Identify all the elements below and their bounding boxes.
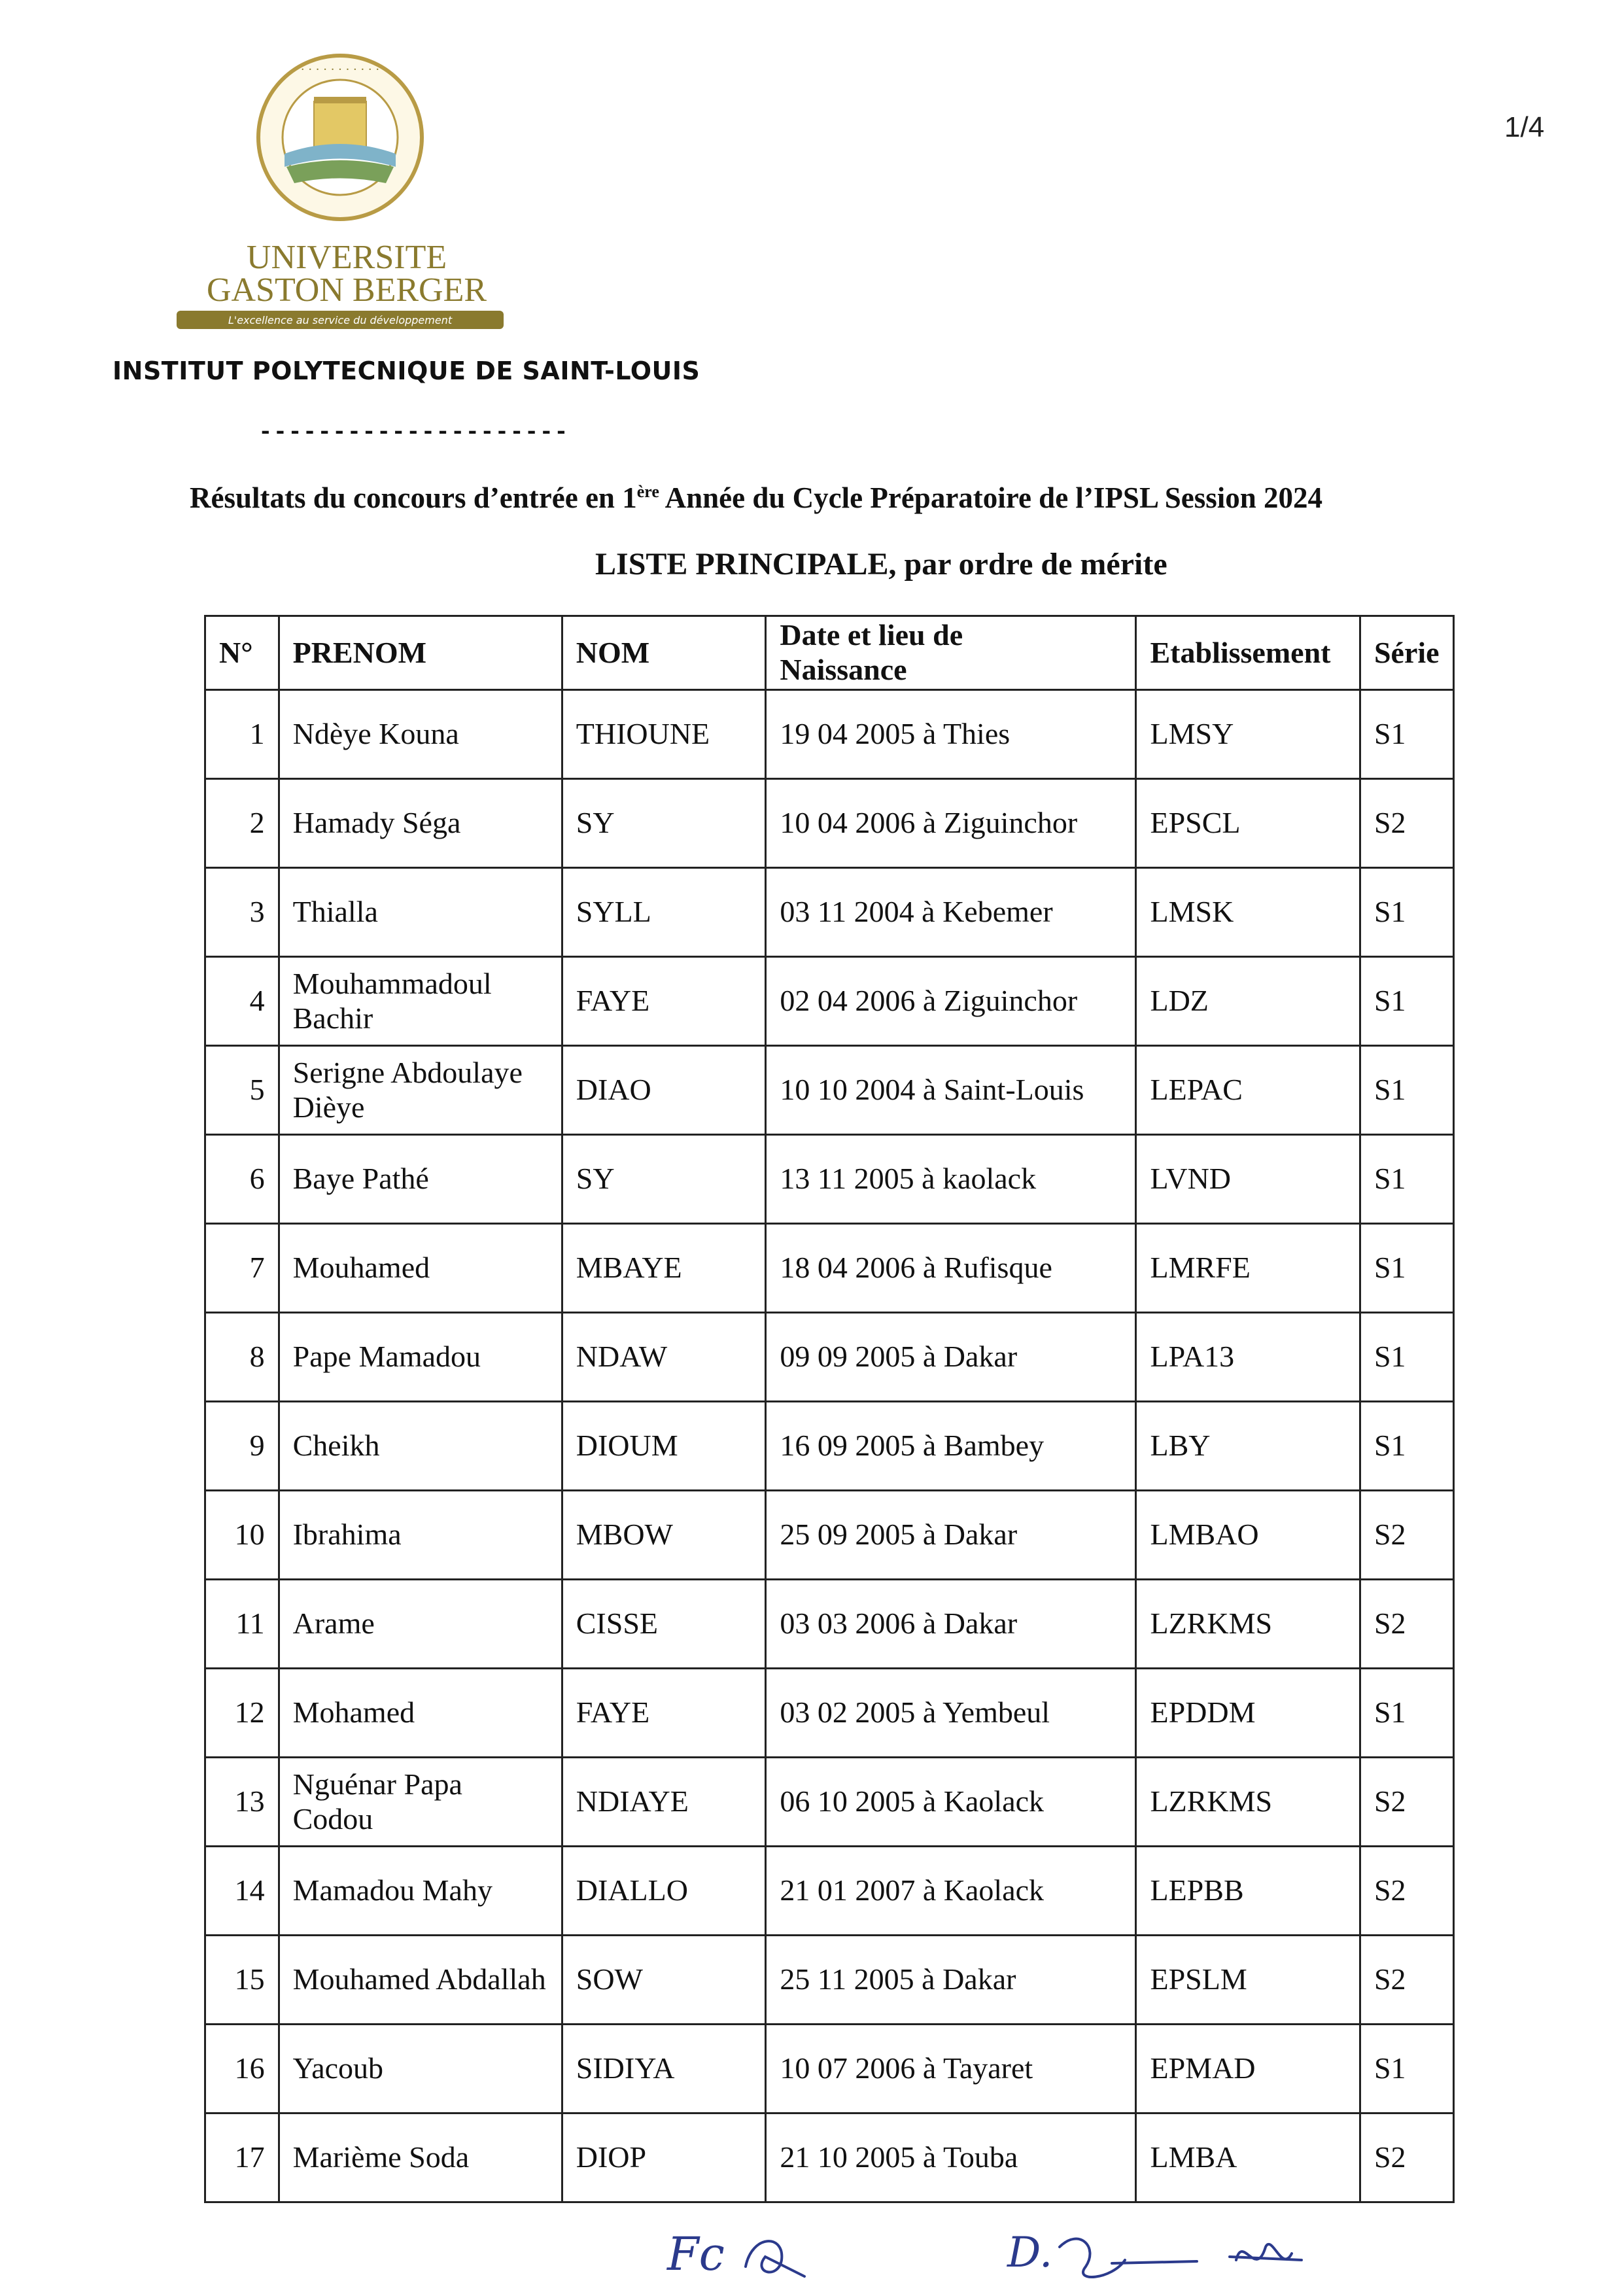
cell-prenom: Serigne Abdoulaye Dièye <box>279 1046 562 1135</box>
cell-etablissement: LMSY <box>1136 690 1360 779</box>
cell-naissance: 02 04 2006 à Ziguinchor <box>766 957 1136 1046</box>
cell-prenom: Baye Pathé <box>279 1135 562 1224</box>
table-row <box>205 1491 1454 1580</box>
header-num: N° <box>205 616 279 690</box>
cell-etablissement: LMSK <box>1136 868 1360 957</box>
table-row <box>205 957 1454 1046</box>
university-logo <box>177 52 517 334</box>
cell-num: 7 <box>205 1224 279 1313</box>
separator-dashes: --------------------- <box>258 419 569 445</box>
cell-serie: S1 <box>1360 1402 1453 1491</box>
cell-naissance: 25 09 2005 à Dakar <box>766 1491 1136 1580</box>
cell-prenom: Ndèye Kouna <box>279 690 562 779</box>
cell-nom: MBOW <box>562 1491 766 1580</box>
cell-etablissement: EPDDM <box>1136 1669 1360 1758</box>
university-seal-icon <box>177 52 517 334</box>
cell-nom: DIOP <box>562 2113 766 2202</box>
table-row <box>205 690 1454 779</box>
cell-nom: DIAO <box>562 1046 766 1135</box>
cell-nom: SY <box>562 779 766 868</box>
institute-name: INSTITUT POLYTECNIQUE DE SAINT-LOUIS <box>112 357 700 385</box>
cell-serie: S1 <box>1360 957 1453 1046</box>
cell-naissance: 10 04 2006 à Ziguinchor <box>766 779 1136 868</box>
cell-etablissement: EPSCL <box>1136 779 1360 868</box>
signature-initials-2: D. <box>1007 2229 1053 2277</box>
cell-num: 9 <box>205 1402 279 1491</box>
cell-nom: CISSE <box>562 1580 766 1669</box>
cell-serie: S2 <box>1360 2113 1453 2202</box>
cell-nom: DIALLO <box>562 1847 766 1936</box>
cell-prenom: Mouhamed Abdallah <box>279 1936 562 2025</box>
table-header-row <box>205 616 1454 690</box>
cell-nom: SYLL <box>562 868 766 957</box>
cell-prenom: Yacoub <box>279 2025 562 2113</box>
cell-etablissement: LZRKMS <box>1136 1758 1360 1847</box>
table-row <box>205 2113 1454 2202</box>
cell-num: 4 <box>205 957 279 1046</box>
table-row <box>205 1847 1454 1936</box>
cell-serie: S1 <box>1360 690 1453 779</box>
table-row <box>205 779 1454 868</box>
cell-naissance: 03 11 2004 à Kebemer <box>766 868 1136 957</box>
results-table <box>204 615 1455 2203</box>
cell-serie: S2 <box>1360 1491 1453 1580</box>
cell-naissance: 03 03 2006 à Dakar <box>766 1580 1136 1669</box>
cell-prenom: Pape Mamadou <box>279 1313 562 1402</box>
cell-nom: DIOUM <box>562 1402 766 1491</box>
cell-etablissement: EPSLM <box>1136 1936 1360 2025</box>
cell-etablissement: LEPBB <box>1136 1847 1360 1936</box>
table-row <box>205 868 1454 957</box>
table-row <box>205 1224 1454 1313</box>
cell-prenom: Mouhammadoul Bachir <box>279 957 562 1046</box>
cell-prenom: Marième Soda <box>279 2113 562 2202</box>
cell-serie: S2 <box>1360 1758 1453 1847</box>
document-subtitle: LISTE PRINCIPALE, par ordre de mérite <box>595 547 1167 582</box>
cell-prenom: Ibrahima <box>279 1491 562 1580</box>
cell-naissance: 16 09 2005 à Bambey <box>766 1402 1136 1491</box>
cell-prenom: Thialla <box>279 868 562 957</box>
header-prenom: PRENOM <box>279 616 562 690</box>
cell-nom: SY <box>562 1135 766 1224</box>
header-etablissement: Etablissement <box>1136 616 1360 690</box>
cell-nom: FAYE <box>562 957 766 1046</box>
cell-serie: S2 <box>1360 1580 1453 1669</box>
cell-prenom: Mohamed <box>279 1669 562 1758</box>
table-row <box>205 1402 1454 1491</box>
cell-num: 6 <box>205 1135 279 1224</box>
cell-etablissement: LZRKMS <box>1136 1580 1360 1669</box>
cell-num: 13 <box>205 1758 279 1847</box>
cell-prenom: Mouhamed <box>279 1224 562 1313</box>
cell-nom: FAYE <box>562 1669 766 1758</box>
cell-serie: S1 <box>1360 1224 1453 1313</box>
cell-etablissement: LMBA <box>1136 2113 1360 2202</box>
svg-text:· · · · · · · · · · ·: · · · · · · · · · · · <box>300 63 380 77</box>
cell-naissance: 18 04 2006 à Rufisque <box>766 1224 1136 1313</box>
cell-num: 16 <box>205 2025 279 2113</box>
university-motto: L'excellence au service du développement <box>228 314 453 326</box>
document-title <box>190 481 1485 515</box>
cell-etablissement: LPA13 <box>1136 1313 1360 1402</box>
cell-etablissement: LMRFE <box>1136 1224 1360 1313</box>
cell-etablissement: LVND <box>1136 1135 1360 1224</box>
cell-num: 1 <box>205 690 279 779</box>
cell-naissance: 19 04 2005 à Thies <box>766 690 1136 779</box>
cell-nom: MBAYE <box>562 1224 766 1313</box>
cell-prenom: Nguénar Papa Codou <box>279 1758 562 1847</box>
table-row <box>205 2025 1454 2113</box>
title-prefix: Résultats du concours d’entrée en 1 <box>190 481 637 514</box>
table-row <box>205 1046 1454 1135</box>
cell-etablissement: LBY <box>1136 1402 1360 1491</box>
header-nom: NOM <box>562 616 766 690</box>
cell-num: 17 <box>205 2113 279 2202</box>
signatures <box>654 2221 1341 2293</box>
title-suffix: Année du Cycle Préparatoire de l’IPSL Session 2024 <box>659 481 1323 514</box>
cell-nom: SIDIYA <box>562 2025 766 2113</box>
table-row <box>205 1936 1454 2025</box>
cell-serie: S1 <box>1360 2025 1453 2113</box>
cell-serie: S2 <box>1360 1847 1453 1936</box>
title-superscript: ère <box>636 482 659 501</box>
university-name-line1: UNIVERSITE <box>246 239 447 276</box>
cell-etablissement: LEPAC <box>1136 1046 1360 1135</box>
header-serie: Série <box>1360 616 1453 690</box>
cell-naissance: 06 10 2005 à Kaolack <box>766 1758 1136 1847</box>
cell-naissance: 09 09 2005 à Dakar <box>766 1313 1136 1402</box>
header-date-lieu <box>766 616 1136 690</box>
cell-serie: S1 <box>1360 1313 1453 1402</box>
cell-nom: THIOUNE <box>562 690 766 779</box>
cell-num: 3 <box>205 868 279 957</box>
cell-nom: SOW <box>562 1936 766 2025</box>
university-name-line2: GASTON BERGER <box>206 271 487 309</box>
cell-etablissement: LMBAO <box>1136 1491 1360 1580</box>
cell-etablissement: EPMAD <box>1136 2025 1360 2113</box>
cell-num: 2 <box>205 779 279 868</box>
cell-naissance: 10 07 2006 à Tayaret <box>766 2025 1136 2113</box>
signature-initials-1: Fc <box>667 2227 725 2281</box>
cell-naissance: 21 10 2005 à Touba <box>766 2113 1136 2202</box>
cell-num: 8 <box>205 1313 279 1402</box>
cell-etablissement: LDZ <box>1136 957 1360 1046</box>
cell-prenom: Arame <box>279 1580 562 1669</box>
table-row <box>205 1758 1454 1847</box>
cell-serie: S1 <box>1360 1135 1453 1224</box>
cell-nom: NDIAYE <box>562 1758 766 1847</box>
cell-prenom: Hamady Séga <box>279 779 562 868</box>
table-row <box>205 1580 1454 1669</box>
page-number: 1/4 <box>1504 111 1545 143</box>
cell-naissance: 13 11 2005 à kaolack <box>766 1135 1136 1224</box>
cell-num: 11 <box>205 1580 279 1669</box>
cell-naissance: 21 01 2007 à Kaolack <box>766 1847 1136 1936</box>
table-row <box>205 1313 1454 1402</box>
cell-num: 14 <box>205 1847 279 1936</box>
cell-nom: NDAW <box>562 1313 766 1402</box>
cell-num: 15 <box>205 1936 279 2025</box>
table-row <box>205 1669 1454 1758</box>
cell-num: 5 <box>205 1046 279 1135</box>
cell-serie: S2 <box>1360 779 1453 868</box>
cell-naissance: 25 11 2005 à Dakar <box>766 1936 1136 2025</box>
cell-serie: S1 <box>1360 1669 1453 1758</box>
cell-prenom: Mamadou Mahy <box>279 1847 562 1936</box>
cell-num: 10 <box>205 1491 279 1580</box>
header-date-lieu-line2: Naissance <box>780 653 907 686</box>
cell-serie: S1 <box>1360 868 1453 957</box>
cell-naissance: 10 10 2004 à Saint-Louis <box>766 1046 1136 1135</box>
cell-serie: S2 <box>1360 1936 1453 2025</box>
header-date-lieu-line1: Date et lieu de <box>780 618 963 652</box>
handwritten-signatures-icon <box>654 2221 1341 2293</box>
cell-serie: S1 <box>1360 1046 1453 1135</box>
cell-num: 12 <box>205 1669 279 1758</box>
table-row <box>205 1135 1454 1224</box>
cell-prenom: Cheikh <box>279 1402 562 1491</box>
cell-naissance: 03 02 2005 à Yembeul <box>766 1669 1136 1758</box>
